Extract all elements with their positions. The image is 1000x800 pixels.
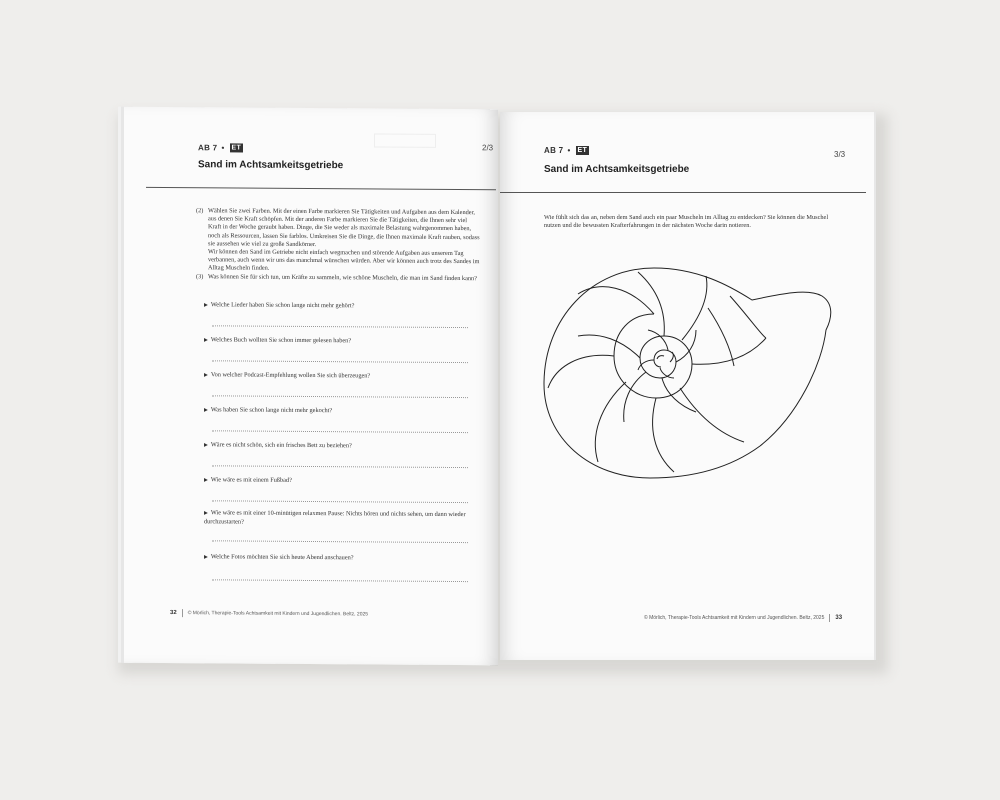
- worksheet-code: AB 7: [198, 143, 218, 153]
- page-footer: [170, 609, 368, 618]
- question-item: [204, 406, 472, 417]
- page-title: Sand im Achtsamkeitsgetriebe: [198, 159, 344, 172]
- copyright-text: © Mörlich, Therapie-Tools Achtsamkeit mit Kindern und Jugendlichen. Beltz, 2025: [644, 615, 825, 621]
- answer-line[interactable]: [212, 430, 468, 433]
- triangle-bullet-icon: ▶: [204, 443, 208, 449]
- question-item: [204, 553, 472, 564]
- question-text: Von welcher Podcast-Empfehlung wollen Sie sich überzeugen?: [210, 371, 371, 380]
- instruction-number: (3): [196, 272, 204, 280]
- dot-icon: •: [221, 143, 225, 153]
- question-item: [204, 336, 472, 347]
- instruction-3: [196, 273, 480, 283]
- instruction-2: [196, 207, 480, 275]
- question-item: [204, 509, 472, 528]
- answer-line[interactable]: [212, 540, 468, 543]
- page-number: 32: [170, 610, 177, 617]
- answer-line[interactable]: [212, 325, 468, 328]
- left-page: [124, 107, 498, 666]
- question-text: Welches Buch wollten Sie schon immer gelesen haben?: [210, 336, 352, 345]
- answer-line[interactable]: [212, 465, 468, 468]
- page-footer: [644, 614, 842, 622]
- footer-separator: [182, 609, 183, 617]
- triangle-bullet-icon: ▶: [204, 303, 208, 309]
- header-rule: [500, 192, 866, 193]
- page-title: Sand im Achtsamkeitsgetriebe: [544, 164, 690, 175]
- instructions: [196, 207, 480, 283]
- question-item: [204, 371, 472, 382]
- shell-outline: [544, 268, 831, 478]
- page-count: 3/3: [834, 150, 846, 159]
- answer-line[interactable]: [212, 500, 468, 503]
- et-badge: ET: [231, 144, 242, 152]
- instruction-text: Wählen Sie zwei Farben. Mit der einen Farbe markieren Sie Tätigkeiten und Aufgaben aus dem Kalender, aus denen Sie Kraft schöpfen. Mit der anderen Farbe markieren Sie die Tätigkeiten, die Ihnen sehr viel Kraft in der Woche geraubt haben. Dinge, die Sie weder als maximale Belastung wahrgenommen haben, noch als Ressourcen, lassen Sie farblos. Umkreisen Sie die Dinge, die Ihnen maximale Kraft rauben, sodass sie aussehen wie viel zu große Sandkörner.: [208, 207, 480, 248]
- worksheet-label: [198, 143, 243, 152]
- question-text: Wie wäre es mit einer 10-minütigen relaxmen Pause: Nichts hören und nichts sehen, um dann wieder durchzustarten?: [204, 509, 466, 526]
- instruction-text: Was können Sie für sich tun, um Kräfte zu sammeln, wie schöne Muscheln, die man im Sand finden kann?: [208, 272, 477, 282]
- answer-line[interactable]: [212, 395, 468, 398]
- triangle-bullet-icon: ▶: [204, 338, 208, 344]
- answer-line[interactable]: [212, 360, 468, 363]
- copyright-text: © Mörlich, Therapie-Tools Achtsamkeit mit Kindern und Jugendlichen. Beltz, 2025: [187, 610, 369, 618]
- nautilus-shell-illustration[interactable]: [530, 256, 840, 488]
- page-number: 33: [835, 615, 843, 621]
- question-text: Wäre es nicht schön, sich ein frisches Bett zu beziehen?: [210, 441, 352, 450]
- triangle-bullet-icon: ▶: [204, 478, 208, 484]
- question-item: [204, 441, 472, 452]
- et-badge: ET: [577, 147, 588, 154]
- bleed-through: [374, 133, 436, 147]
- spiral-line: [614, 314, 692, 398]
- triangle-bullet-icon: ▶: [204, 511, 208, 517]
- triangle-bullet-icon: ▶: [204, 373, 208, 379]
- question-text: Wie wäre es mit einem Fußbad?: [210, 476, 292, 484]
- instruction-text-continued: Wir können den Sand im Getriebe nicht einfach wegmachen und störende Aufgaben aus unserem Tag verbannen, auch wenn wir uns das manchmal wünschen würden. Aber wir können auch trotz des Sandes im Alltag Muscheln finden.: [208, 248, 480, 273]
- question-text: Welche Fotos möchten Sie sich heute Abend anschauen?: [210, 553, 354, 562]
- triangle-bullet-icon: ▶: [204, 408, 208, 414]
- instruction-number: (2): [196, 207, 204, 215]
- header-rule: [146, 187, 496, 190]
- right-page: [500, 112, 874, 660]
- worksheet-code: AB 7: [544, 146, 564, 155]
- page-count: 2/3: [482, 143, 494, 153]
- question-item: [204, 476, 472, 487]
- answer-line[interactable]: [212, 579, 468, 582]
- intro-text: Wie fühlt sich das an, neben dem Sand auch ein paar Muscheln im Alltag zu entdecken? Sie können die Muschel nutzen und die bewussten Krafterfahrungen in der nächsten Woche darin notieren.: [544, 214, 829, 230]
- dot-icon: •: [567, 146, 571, 155]
- footer-separator: [829, 614, 830, 622]
- question-text: Welche Lieder haben Sie schon lange nicht mehr gehört?: [210, 301, 355, 310]
- triangle-bullet-icon: ▶: [204, 555, 208, 561]
- question-text: Was haben Sie schon lange nicht mehr gekocht?: [210, 406, 333, 415]
- worksheet-label: [544, 146, 589, 155]
- question-item: [204, 301, 472, 312]
